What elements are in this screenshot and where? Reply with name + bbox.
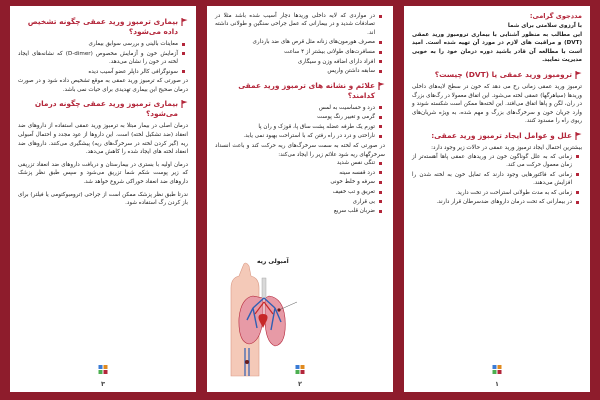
intro-text: این مطالب به منظور آشنایی با بیماری ترومبوز ورید عمقی (DVT) و مراقبت های لازم در مورد آن تهیه شده است. امید است با مطالعه آن قادر باشید دوره درمان خود را به خوبی مدیریت نمایید. [412, 31, 582, 64]
flag-icon [181, 100, 188, 108]
logo-icon [99, 365, 108, 374]
list-item: تنگی نفس شدید [315, 159, 383, 167]
panel-page-3 [10, 6, 196, 392]
page-number: ۱ [495, 380, 499, 388]
list-item: بی قراری [315, 198, 383, 206]
list-item: در بیمارانی که تحت درمان داروهای ضدسرطان قرار دارند. [412, 198, 580, 206]
treatment-main: درمان اصلی در بیمار مبتلا به ترمبوز ورید عمقی استفاده از داروهای ضد انعقاد (ضد تشکیل لخته) است. این داروها از عود مجدد و احتمال آمبولی ریه (گیر کردن لخته در سرخرگ‌های ریه) پیشگیری می‌کنند. داروهای ضد انعقاد لخته های ایجاد شده را کاهش می‌دهد. [18, 123, 188, 156]
causes-list [412, 153, 582, 207]
page-number: ۳ [101, 380, 105, 388]
heading-text: علائم و نشانه های ترمبوز ورید عمقی کدامند؟ [238, 80, 375, 100]
list-item: سابقه داشتن واریس [215, 67, 383, 75]
heading-text: ترومبوز ورید عمقی یا (DVT) چیست؟ [434, 69, 572, 79]
lung-symptoms-list [315, 159, 385, 215]
heading-text: علل و عوامل ایجاد ترمبوز ورید عمقی: [431, 130, 572, 140]
list-item: مسافرت‌های طولانی بیشتر از ۴ ساعت [215, 48, 383, 56]
list-item: در مواردی که لایه داخلی ورید‌ها دچار آسیب شده باشد مثلا در تصادفات شدید و در بیمارانی که عمل جراحی سنگین و طولانی داشته اند. [215, 12, 383, 37]
flag-icon [378, 82, 385, 90]
flag-icon [181, 18, 188, 26]
diagnosis-note: در صورتی که ترمبوز ورید عمقی به موقع تشخیص داده شود و در صورت درمان صحیح این بیماری تهدیدی برای حیات نمی باشد. [18, 78, 188, 93]
list-item: زمانی که به علل گوناگون خون در وریدهای عمقی پاها آهسته‌تر از زمان معمول حرکت می کند. [412, 153, 580, 170]
treatment-surgery: ندرتا طبق نظر پزشک ممکن است از جراحی (ترومبوکتومی یا فیلتر) برای باز کردن رگ استفاده شود. [18, 191, 188, 207]
logo-icon [493, 365, 502, 374]
dvt-definition: ترمبوز ورید عمقی زمانی رخ می دهد که خون در سطح لایه‌های داخلی وریدها (سیاهرگها) عمقی لخته می‌شود. این اتفاق معمولا در رگ‌های بزرگ در ران، لگن و پاها اتفاق می‌افتد. این لخته‌ها ممکن است شکسته شوند و وارد جریان خون و سرخرگ‌های بزرگ و مهم شده، به ویژه شریان‌های ریوی راه را مسدود کنند. [412, 83, 582, 125]
heading-symptoms [215, 81, 385, 101]
symptoms-list [215, 104, 385, 141]
heading-text: بیماری ترمبوز ورید عمقی چگونه درمان می‌شود؟ [34, 99, 178, 119]
list-item: درد قفسه سینه [315, 169, 383, 177]
list-item: ناراحتی و درد در راه رفتن که با استراحت بهبود نمی یابد. [215, 132, 383, 140]
lungs-illustration [213, 258, 317, 378]
lung-embolism-intro: در صورتی که لخته به سمت سرخرگ‌های ریه حرکت کند و باعث انسداد سرخرگهای ریه شود علائم زیر را ایجاد می‌کند: [215, 142, 385, 158]
list-item: سونوگرافی کالر داپلر عضو آسیب دیده [18, 68, 186, 76]
heading-diagnosis [18, 17, 188, 37]
list-item: آزمایش خون و آزمایش مخصوص (D-dimer) که نشانه‌های ایجاد لخته در خون را نشان می‌دهد. [18, 50, 186, 67]
page-number: ۲ [298, 380, 302, 388]
heading-treatment [18, 99, 188, 119]
flag-icon [575, 71, 582, 79]
list-item: گرمی و تغییر رنگ پوست [215, 113, 383, 121]
list-item: سرفه و خلط خونی [315, 178, 383, 186]
diagnosis-list [18, 40, 188, 76]
list-item: ضربان قلب سریع [315, 207, 383, 215]
list-item: تعریق و تب خفیف [315, 188, 383, 196]
pulmonary-embolism-illustration [213, 258, 317, 378]
list-item: افراد دارای اضافه وزن و سیگاری [215, 58, 383, 66]
heading-what-is-dvt [412, 70, 582, 80]
causes-intro: بیشترین احتمال ایجاد ترمبوز ورید عمقی در حالات زیر وجود دارد: [431, 144, 582, 151]
flag-icon [575, 132, 582, 140]
list-item: تورم یک طرفه عضله پشت ساق پا، قوزک و ران پا [215, 123, 383, 131]
treatment-initial: درمان اولیه با بستری در بیمارستان و دریافت داروهای ضد انعقاد تزریقی که زیر پوست شکم شما تزریق می‌شود و سپس طبق نظر پزشک داروهای ضد انعقاد خوراکی شروع خواهد شد. [18, 161, 188, 185]
greeting: مددجوی گرامی: [529, 12, 582, 20]
list-item: زمانی که فاکتورهایی وجود دارند که تمایل خون به لخته شدن را افزایش می‌دهند. [412, 171, 580, 188]
heading-text: بیماری ترمبوز ورید عمقی چگونه تشخیص داده می‌شود؟ [27, 17, 178, 36]
list-item: زمانی که به مدت طولانی استراحت در تخت دارید. [412, 189, 580, 197]
panel-page-1 [404, 6, 590, 392]
causes-list-continued [215, 12, 385, 76]
list-item: درد و حساسیت به لمس [215, 104, 383, 112]
panel-page-2 [207, 6, 393, 392]
illustration-label: آمبولی ریه [257, 258, 289, 265]
list-item: معاینات بالینی و بررسی سوابق بیماری [18, 40, 186, 48]
intro-wish: با آرزوی سلامتی برای شما [507, 23, 582, 29]
heading-causes [412, 131, 582, 141]
list-item: مصرف هورمون‌های زنانه مثل قرص های ضد بارداری [215, 38, 383, 46]
logo-icon [296, 365, 305, 374]
